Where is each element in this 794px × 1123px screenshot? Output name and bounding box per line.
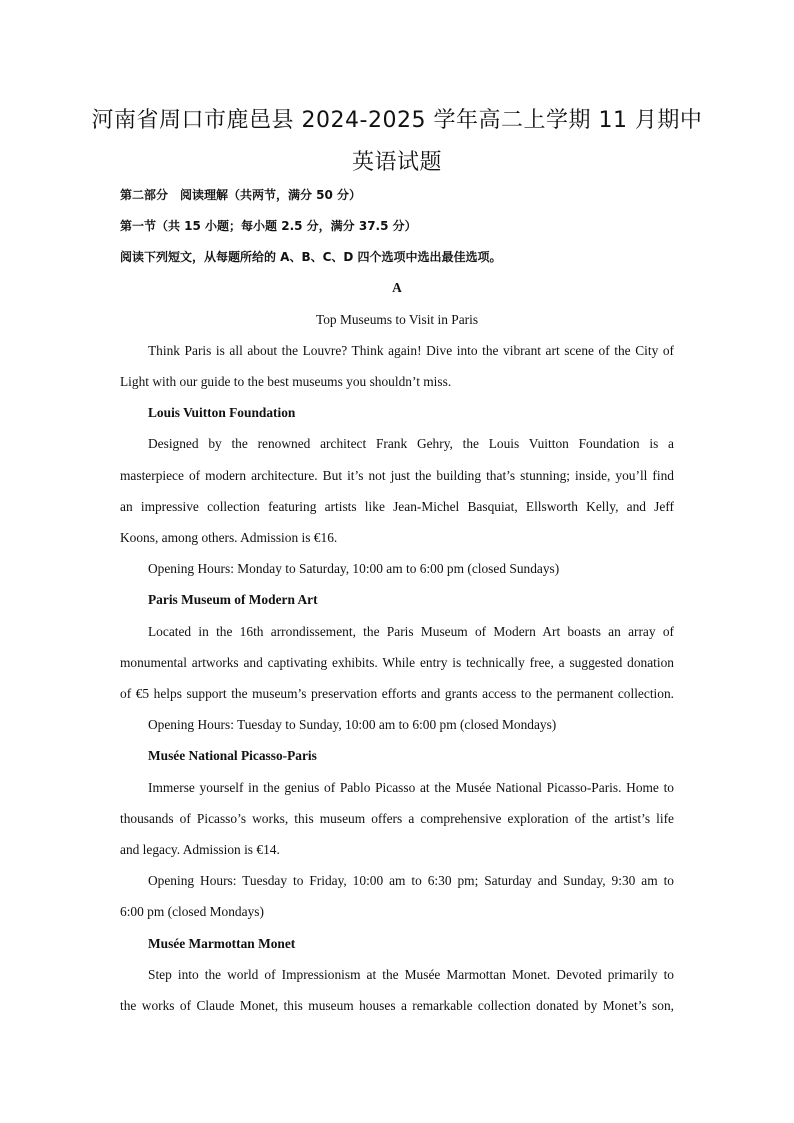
passage-title: Top Museums to Visit in Paris (315, 312, 479, 327)
opening-hours: Opening Hours: Tuesday to Friday, 10:00 am to 6:30 pm; Saturday and Sunday, 9:30 am to (148, 873, 674, 888)
museum-text-line: an impressive collection featuring artists like Jean-Michel Basquiat, Ellsworth Kelly, and Jeff (120, 499, 674, 514)
museum-text-line: thousands of Picasso’s works, this museum offers a comprehensive exploration of the artist’s life (120, 811, 674, 826)
opening-hours: Opening Hours: Monday to Saturday, 10:00 am to 6:00 pm (closed Sundays) (148, 561, 560, 576)
museum-text-line: Koons, among others. Admission is €16. (120, 530, 338, 545)
museum-text-line: Designed by the renowned architect Frank Gehry, the Louis Vuitton Foundation is a (148, 436, 674, 451)
opening-hours: 6:00 pm (closed Mondays) (120, 904, 264, 919)
museum-text-line: Immerse yourself in the genius of Pablo Picasso at the Musée National Picasso-Paris. Home to (148, 780, 674, 795)
museum-text-line: the works of Claude Monet, this museum houses a remarkable collection donated by Monet’s son, (120, 998, 674, 1013)
museum-text-line: masterpiece of modern architecture. But it’s not just the building that’s stunning; inside, you’ll find (120, 468, 674, 483)
museum-heading: Musée National Picasso-Paris (148, 748, 317, 763)
section-heading: 第一节（共 15 小题；每小题 2.5 分，满分 37.5 分） (120, 219, 417, 233)
museum-text-line: Located in the 16th arrondissement, the Paris Museum of Modern Art boasts an array of (148, 624, 674, 639)
intro-line: Think Paris is all about the Louvre? Think again! Dive into the vibrant art scene of the City of (148, 343, 674, 358)
museum-text-line: of €5 helps support the museum’s preservation efforts and grants access to the permanent collection. (120, 686, 674, 701)
museum-text-line: monumental artworks and captivating exhibits. While entry is technically free, a suggested donation (120, 655, 674, 670)
intro-line: Light with our guide to the best museums you shouldn’t miss. (120, 374, 452, 389)
part-heading: 第二部分 阅读理解（共两节，满分 50 分） (120, 188, 362, 202)
museum-heading: Musée Marmottan Monet (148, 936, 296, 951)
directions: 阅读下列短文，从每题所给的 A、B、C、D 四个选项中选出最佳选项。 (120, 250, 502, 264)
museum-text-line: Step into the world of Impressionism at the Musée Marmottan Monet. Devoted primarily to (148, 967, 674, 982)
opening-hours: Opening Hours: Tuesday to Sunday, 10:00 am to 6:00 pm (closed Mondays) (148, 717, 557, 732)
museum-heading: Louis Vuitton Foundation (148, 405, 296, 420)
exam-subtitle: 英语试题 (351, 150, 442, 175)
museum-text-line: and legacy. Admission is €14. (120, 842, 280, 857)
exam-title: 河南省周口市鹿邑县 2024-2025 学年高二上学期 11 月期中 (91, 108, 703, 133)
passage-label: A (392, 280, 402, 295)
museum-heading: Paris Museum of Modern Art (148, 592, 318, 607)
